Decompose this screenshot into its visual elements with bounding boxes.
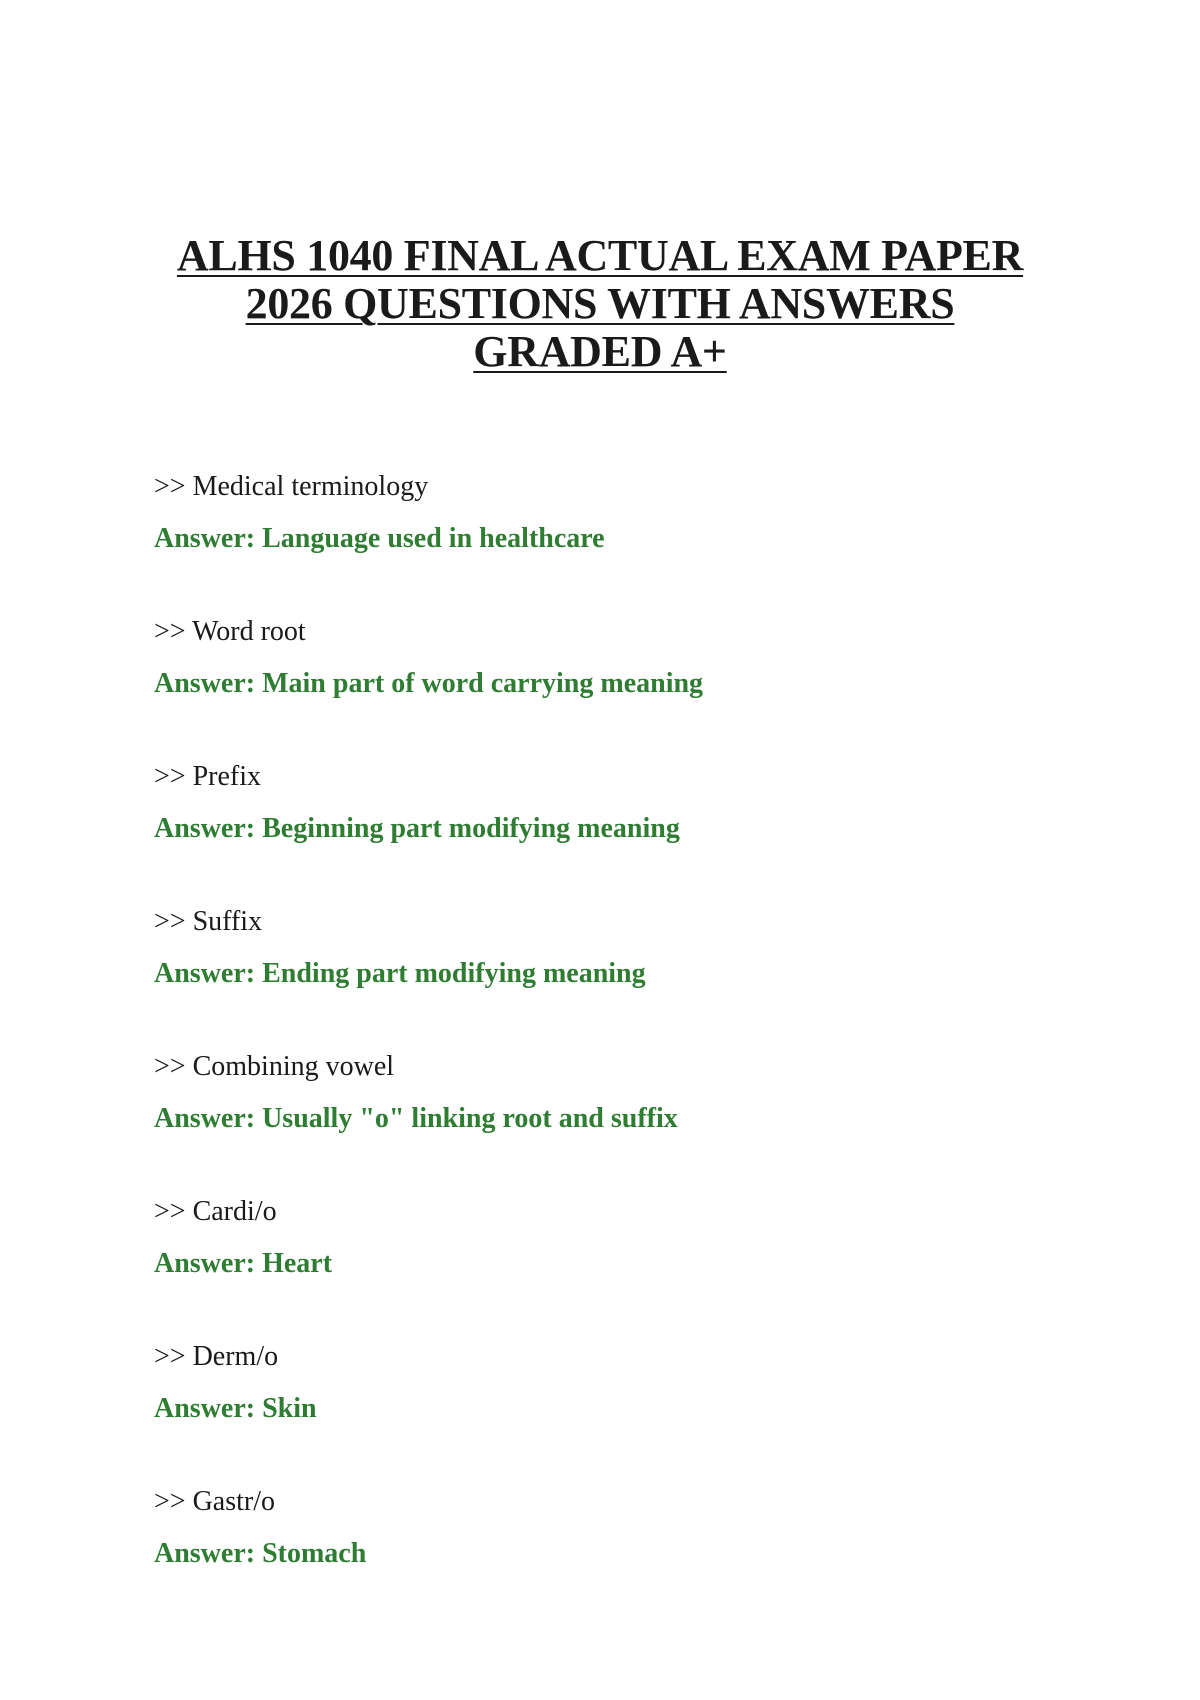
answer-text: Answer: Beginning part modifying meaning <box>154 813 680 844</box>
question-text: >> Combining vowel <box>154 1051 395 1082</box>
qa-list <box>154 470 1104 1630</box>
answer-text: Answer: Language used in healthcare <box>154 523 605 554</box>
qa-item <box>154 905 1104 1050</box>
question-text: >> Prefix <box>154 761 262 792</box>
answer-text: Answer: Skin <box>154 1393 317 1424</box>
question-text: >> Medical terminology <box>154 471 429 502</box>
qa-item <box>154 615 1104 760</box>
answer-text: Answer: Ending part modifying meaning <box>154 958 646 989</box>
title-line: ALHS 1040 FINAL ACTUAL EXAM PAPER <box>176 231 1024 280</box>
qa-item <box>154 1485 1104 1630</box>
qa-item <box>154 1050 1104 1195</box>
answer-text: Answer: Stomach <box>154 1538 367 1569</box>
question-text: >> Word root <box>154 616 306 647</box>
answer-text: Answer: Heart <box>154 1248 333 1279</box>
question-text: >> Gastr/o <box>154 1486 276 1517</box>
answer-text: Answer: Usually "o" linking root and suffix <box>154 1103 678 1134</box>
title-line: 2026 QUESTIONS WITH ANSWERS <box>245 279 955 328</box>
question-text: >> Cardi/o <box>154 1196 277 1227</box>
qa-item <box>154 1340 1104 1485</box>
qa-item <box>154 470 1104 615</box>
question-text: >> Derm/o <box>154 1341 279 1372</box>
question-text: >> Suffix <box>154 906 263 937</box>
answer-text: Answer: Main part of word carrying meaning <box>154 668 704 699</box>
qa-item <box>154 1195 1104 1340</box>
qa-item <box>154 760 1104 905</box>
title-line: GRADED A+ <box>473 327 727 376</box>
document-title <box>0 232 1200 376</box>
